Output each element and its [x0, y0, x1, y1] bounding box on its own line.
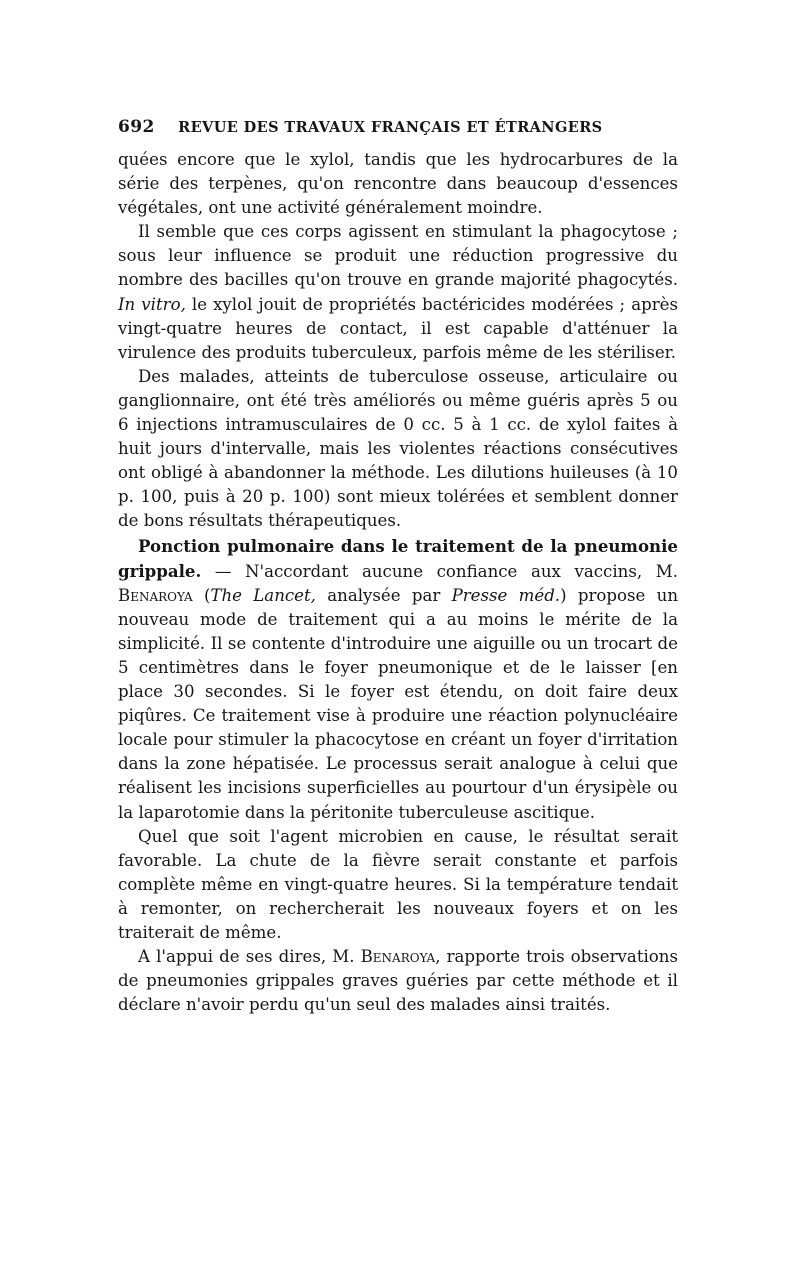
italic-in-vitro: In vitro, [118, 294, 186, 314]
paragraph-continuation: quées encore que le xylol, tandis que les hydrocarbures de la série des terpènes, qu'on rencontre dans beaucoup d'essences végétales, ont une activité généralement moindre. [118, 150, 678, 218]
journal-title: Presse méd. [451, 585, 561, 605]
paragraph-text: A l'appui de ses dires, M. [138, 947, 361, 967]
author-name: Benaroya [118, 585, 193, 605]
running-header [118, 117, 678, 137]
paragraph-text: le xylol jouit de propriétés bactéricides modérées ; après vingt-quatre heures de contact, il est capable d'atténuer la virulence des produits tuberculeux, parfois même de les stériliser. [118, 294, 678, 362]
running-title: REVUE DES TRAVAUX FRANÇAIS ET ÉTRANGERS [178, 119, 603, 136]
paragraph-text: — N'accordant aucune confiance aux vaccins, M. [201, 561, 678, 581]
paragraph-text: analysée par [315, 585, 452, 605]
paragraph-text: ( [192, 585, 211, 605]
paragraph-text: , rapporte trois observations de pneumonies grippales graves guéries par cette méthode et il déclare n'avoir perdu qu'un seul des malades ainsi traités. [118, 947, 678, 1015]
paragraph-text: Il semble que ces corps agissent en stimulant la phagocytose ; sous leur influence se produit une réduction progressive du nombre des bacilles qu'on trouve en grande majorité phagocytés. [118, 222, 678, 290]
paragraph-xylol-phagocytose [118, 220, 678, 365]
section-title: Ponction pulmonaire dans le traitement de la pneumonie grippale. [118, 535, 678, 581]
paragraph-result: Quel que soit l'agent microbien en cause, le résultat serait favorable. La chute de la fièvre serait constante et parfois complète même en vingt-quatre heures. Si la température tendait à remonter, on rechercherait les nouveaux foyers et on les traiterait de même. [118, 826, 678, 942]
paragraph-clinical-results: Des malades, atteints de tuberculose osseuse, articulaire ou ganglionnaire, ont été très améliorés ou même guéris après 5 ou 6 injections intramusculaires de 0 cc. 5 à 1 cc. de xylol faites à huit jours d'intervalle, mais les violentes réactions consécutives ont obligé à abandonner la méthode. Les dilutions huileuses (à 10 p. 100, puis à 20 p. 100) sont mieux tolérées et semblent donner de bons résultats thérapeutiques. [118, 366, 678, 531]
paragraph-ponction-pulmonaire [118, 534, 678, 825]
author-name: Benaroya [360, 947, 436, 967]
journal-title: The Lancet, [210, 585, 316, 605]
text-body [118, 148, 678, 1017]
paragraph-text: ) propose un nouveau mode de traitement qui a au moins le mérite de la simplicité. Il se contente d'introduire une aiguille ou un trocart de 5 centimètres dans le foyer pneumonique et de le laisser [en place 30 secondes. Si le foyer est étendu, on doit faire deux piqûres. Ce traitement vise à produire une réaction polynucléaire locale pour stimuler la phacocytose en créant un foyer d'irritation dans la zone hépatisée. Le processus serait analogue à celui que réalisent les incisions superficielles au pourtour d'un érysipèle ou la laparotomie dans la péritonite tuberculeuse ascitique. [118, 585, 679, 822]
paragraph-observations [118, 945, 678, 1017]
page-number: 692 [118, 117, 155, 137]
